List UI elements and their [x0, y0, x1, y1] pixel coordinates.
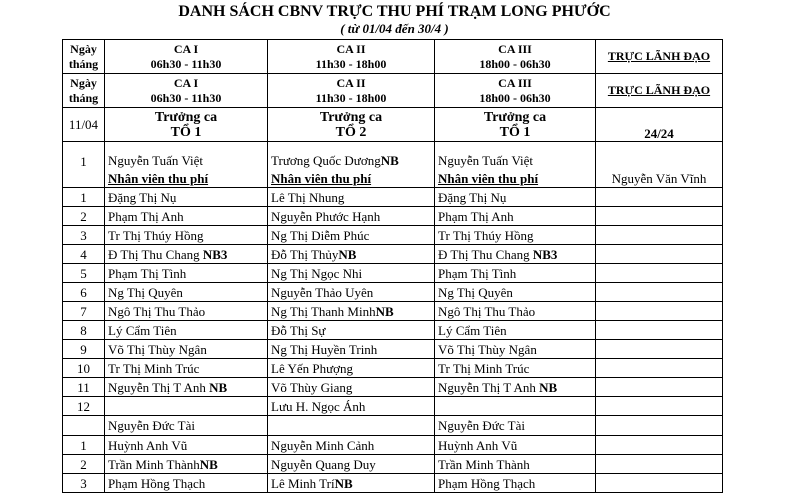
shift2-name: CA II	[336, 41, 366, 56]
chief-shift1	[105, 142, 268, 170]
person-name: Phạm Thị Tình	[438, 265, 517, 281]
person-name: Đỗ Thị Thủy	[271, 246, 339, 262]
schedule-table	[62, 39, 723, 493]
shift1-person	[105, 207, 268, 226]
row-number-empty	[63, 416, 105, 436]
staff-label-shift1: Nhân viên thu phí	[105, 169, 268, 188]
shift2-person	[268, 245, 435, 264]
shift2-team	[268, 108, 435, 142]
person-name: Tr Thị Thúy Hồng	[438, 227, 534, 243]
leader-hours: 24/24	[596, 108, 723, 142]
staff-label-shift3: Nhân viên thu phí	[435, 169, 596, 188]
leader-cell-empty	[596, 321, 723, 340]
staff-row	[63, 378, 723, 397]
shift2-person	[268, 321, 435, 340]
person-name: Nguyễn Đức Tài	[108, 418, 195, 433]
person-name: Võ Thị Thùy Ngân	[108, 341, 207, 357]
shift1-person	[105, 416, 268, 436]
chief-row	[63, 142, 723, 170]
person-name: Phạm Thị Tình	[108, 265, 187, 281]
shift2-person	[268, 416, 435, 436]
person-name: Lê Thị Nhung	[271, 189, 345, 205]
leader-name: Nguyễn Văn Vĩnh	[596, 169, 723, 188]
person-name: Huỳnh Anh Vũ	[438, 437, 518, 453]
shift1-person	[105, 302, 268, 321]
month-label: tháng	[68, 56, 99, 71]
security-row	[63, 436, 723, 455]
person-name: Trương Quốc Dương	[271, 153, 381, 168]
person-name: Lê Minh Trí	[271, 475, 335, 491]
row-number: 10	[63, 359, 105, 378]
leader-header	[596, 74, 723, 108]
person-name: Trần Minh Thành	[438, 456, 530, 472]
person-name: Tr Thị Minh Trúc	[438, 360, 530, 376]
shift3-person	[435, 416, 596, 436]
security-lead-row	[63, 416, 723, 436]
person-name: Đ Thị Thu Chang	[438, 246, 533, 262]
nb-tag: NB	[375, 303, 394, 319]
shift1-time: 06h30 - 11h30	[150, 90, 222, 105]
person-name: Phạm Thị Anh	[438, 208, 514, 224]
shift2-name: CA II	[336, 75, 366, 90]
team-label: TỔ 1	[499, 124, 531, 140]
shift2-person	[268, 378, 435, 397]
shift1-time: 06h30 - 11h30	[150, 56, 222, 71]
leader-cell-empty	[596, 264, 723, 283]
row-number: 11	[63, 378, 105, 397]
person-name: Nguyễn Minh Cảnh	[271, 437, 375, 453]
row-number: 7	[63, 302, 105, 321]
leader-header-label: TRỰC LÃNH ĐẠO	[607, 83, 711, 97]
person-name: Nguyễn Quang Duy	[271, 456, 376, 472]
person-name: Ng Thị Diễm Phúc	[271, 227, 370, 243]
person-name: Đ Thị Thu Chang	[108, 246, 203, 262]
leader-cell-empty	[596, 245, 723, 264]
shift1-person	[105, 378, 268, 397]
person-name: Lý Cẩm Tiên	[438, 322, 507, 338]
staff-header-row	[63, 169, 723, 188]
person-name: Đặng Thị Nụ	[108, 189, 177, 205]
person-name: Nguyễn Đức Tài	[438, 418, 525, 433]
row-number: 1	[63, 436, 105, 455]
day-label: Ngày	[70, 75, 97, 90]
staff-row	[63, 283, 723, 302]
row-number: 6	[63, 283, 105, 302]
day-label: Ngày	[70, 41, 97, 56]
person-name: Lý Cẩm Tiên	[108, 322, 177, 338]
staff-row	[63, 264, 723, 283]
staff-row	[63, 321, 723, 340]
row-number: 1	[63, 142, 105, 170]
shift3-person	[435, 226, 596, 245]
shift1-name: CA I	[173, 75, 199, 90]
document-subtitle: ( từ 01/04 đến 30/4 )	[340, 21, 449, 36]
shift1-person	[105, 226, 268, 245]
row-number: 1	[63, 188, 105, 207]
person-name: Lưu H. Ngọc Ánh	[271, 398, 366, 414]
row-number: 2	[63, 207, 105, 226]
shift2-person	[268, 397, 435, 416]
chief-shift3	[435, 142, 596, 170]
person-name: Ng Thị Thanh Minh	[271, 303, 376, 319]
person-name: Nguyễn Thị T Anh	[108, 379, 210, 395]
shift3-time: 18h00 - 06h30	[479, 90, 551, 105]
shift2-person	[268, 302, 435, 321]
person-name: Nguyễn Tuấn Việt	[438, 153, 534, 168]
shift1-person	[105, 245, 268, 264]
person-name: Lê Yến Phượng	[271, 360, 354, 376]
person-name: Nguyễn Phước Hạnh	[271, 208, 381, 224]
shift2-person	[268, 283, 435, 302]
nb-tag: NB	[380, 153, 399, 168]
shift3-header	[435, 74, 596, 108]
row-number: 3	[63, 474, 105, 493]
person-name: Huỳnh Anh Vũ	[108, 437, 188, 453]
person-name: Đỗ Thị Sự	[271, 322, 326, 338]
leader-cell-empty	[596, 207, 723, 226]
role-label: Trưởng ca	[319, 109, 383, 125]
row-number: 8	[63, 321, 105, 340]
shift2-person	[268, 264, 435, 283]
nb-tag: NB	[338, 246, 357, 262]
leader-cell-empty	[596, 302, 723, 321]
shift3-person	[435, 397, 596, 416]
staff-label-shift2: Nhân viên thu phí	[268, 169, 435, 188]
shift1-name: CA I	[173, 41, 199, 56]
shift2-time: 11h30 - 18h00	[315, 56, 387, 71]
nb-tag: NB	[334, 475, 353, 491]
shift3-person	[435, 302, 596, 321]
row-number: 12	[63, 397, 105, 416]
team-label: TỔ 2	[335, 124, 367, 140]
shift1-header	[105, 40, 268, 74]
leader-cell-empty	[596, 455, 723, 474]
person-name: Nguyễn Tuấn Việt	[108, 153, 204, 168]
person-name: Võ Thùy Giang	[271, 379, 353, 395]
shift3-person	[435, 474, 596, 493]
shift3-person	[435, 245, 596, 264]
shift1-person	[105, 340, 268, 359]
shift1-person	[105, 455, 268, 474]
person-name: Nguyễn Thảo Uyên	[271, 284, 374, 300]
person-name: Ng Thị Huyền Trinh	[271, 341, 378, 357]
date-cell: 11/04	[63, 108, 105, 142]
leader-cell-empty	[596, 188, 723, 207]
shift3-person	[435, 359, 596, 378]
nb-tag: NB	[539, 379, 558, 395]
staff-row	[63, 302, 723, 321]
shift3-person	[435, 455, 596, 474]
staff-row	[63, 340, 723, 359]
shift1-team	[105, 108, 268, 142]
staff-row	[63, 188, 723, 207]
nb-tag: NB	[209, 379, 228, 395]
shift1-header	[105, 74, 268, 108]
shift1-person	[105, 283, 268, 302]
staff-row	[63, 226, 723, 245]
shift2-person	[268, 455, 435, 474]
person-name: Đặng Thị Nụ	[438, 189, 507, 205]
shift3-person	[435, 188, 596, 207]
date-row	[63, 108, 723, 142]
shift2-person	[268, 359, 435, 378]
security-row	[63, 455, 723, 474]
header-row-repeat	[63, 74, 723, 108]
chief-shift2	[268, 142, 435, 170]
row-number: 5	[63, 264, 105, 283]
shift2-person	[268, 226, 435, 245]
shift3-person	[435, 321, 596, 340]
shift3-person	[435, 436, 596, 455]
shift3-time: 18h00 - 06h30	[479, 56, 551, 71]
role-label: Trưởng ca	[483, 109, 547, 125]
shift2-person	[268, 207, 435, 226]
document-title: DANH SÁCH CBNV TRỰC THU PHÍ TRẠM LONG PHƯỚC	[178, 3, 611, 20]
person-name: Ngô Thị Thu Thảo	[438, 303, 536, 319]
shift1-person	[105, 188, 268, 207]
shift3-person	[435, 264, 596, 283]
row-number: 2	[63, 455, 105, 474]
shift2-person	[268, 340, 435, 359]
row-number: 9	[63, 340, 105, 359]
staff-row	[63, 359, 723, 378]
leader-cell-empty	[596, 436, 723, 455]
person-name: Tr Thị Minh Trúc	[108, 360, 200, 376]
shift1-person	[105, 397, 268, 416]
shift2-header	[268, 74, 435, 108]
person-name: Phạm Thị Anh	[108, 208, 184, 224]
shift3-person	[435, 207, 596, 226]
shift3-name: CA III	[498, 41, 532, 56]
shift2-header	[268, 40, 435, 74]
nb-tag: NB	[199, 456, 218, 472]
leader-cell-empty	[596, 416, 723, 436]
staff-row	[63, 397, 723, 416]
person-name: Ng Thị Ngọc Nhi	[271, 265, 363, 281]
shift1-person	[105, 436, 268, 455]
row-number: 4	[63, 245, 105, 264]
shift1-person	[105, 264, 268, 283]
day-month-header	[63, 74, 105, 108]
leader-cell-empty	[596, 474, 723, 493]
leader-cell-empty	[596, 226, 723, 245]
shift3-person	[435, 340, 596, 359]
shift2-person	[268, 474, 435, 493]
nb-tag: NB3	[202, 246, 228, 262]
leader-cell-empty	[596, 142, 723, 170]
day-month-header	[63, 40, 105, 74]
header-row	[63, 40, 723, 74]
nb-tag: NB3	[532, 246, 558, 262]
team-label: TỔ 1	[170, 124, 202, 140]
person-name: Phạm Hồng Thạch	[108, 475, 206, 491]
role-label: Trưởng ca	[154, 109, 218, 125]
leader-header	[596, 40, 723, 74]
person-name: Võ Thị Thùy Ngân	[438, 341, 537, 357]
shift1-person	[105, 474, 268, 493]
shift2-time: 11h30 - 18h00	[315, 90, 387, 105]
staff-row	[63, 245, 723, 264]
person-name: Nguyễn Thị T Anh	[438, 379, 540, 395]
person-name: Ng Thị Quyên	[438, 284, 513, 300]
person-name: Ngô Thị Thu Thảo	[108, 303, 206, 319]
shift2-person	[268, 188, 435, 207]
person-name: Tr Thị Thúy Hồng	[108, 227, 204, 243]
shift2-person	[268, 436, 435, 455]
person-name: Trần Minh Thành	[108, 456, 200, 472]
shift1-person	[105, 321, 268, 340]
staff-row	[63, 207, 723, 226]
row-number: 3	[63, 226, 105, 245]
leader-cell-empty	[596, 283, 723, 302]
shift1-person	[105, 359, 268, 378]
row-number-empty	[63, 169, 105, 188]
leader-cell-empty	[596, 340, 723, 359]
leader-cell-empty	[596, 397, 723, 416]
shift3-team	[435, 108, 596, 142]
security-row	[63, 474, 723, 493]
person-name: Phạm Hồng Thạch	[438, 475, 536, 491]
shift3-header	[435, 40, 596, 74]
leader-header-label: TRỰC LÃNH ĐẠO	[607, 49, 711, 63]
shift3-person	[435, 378, 596, 397]
leader-cell-empty	[596, 378, 723, 397]
shift3-name: CA III	[498, 75, 532, 90]
shift3-person	[435, 283, 596, 302]
leader-cell-empty	[596, 359, 723, 378]
month-label: tháng	[68, 90, 99, 105]
person-name: Ng Thị Quyên	[108, 284, 183, 300]
